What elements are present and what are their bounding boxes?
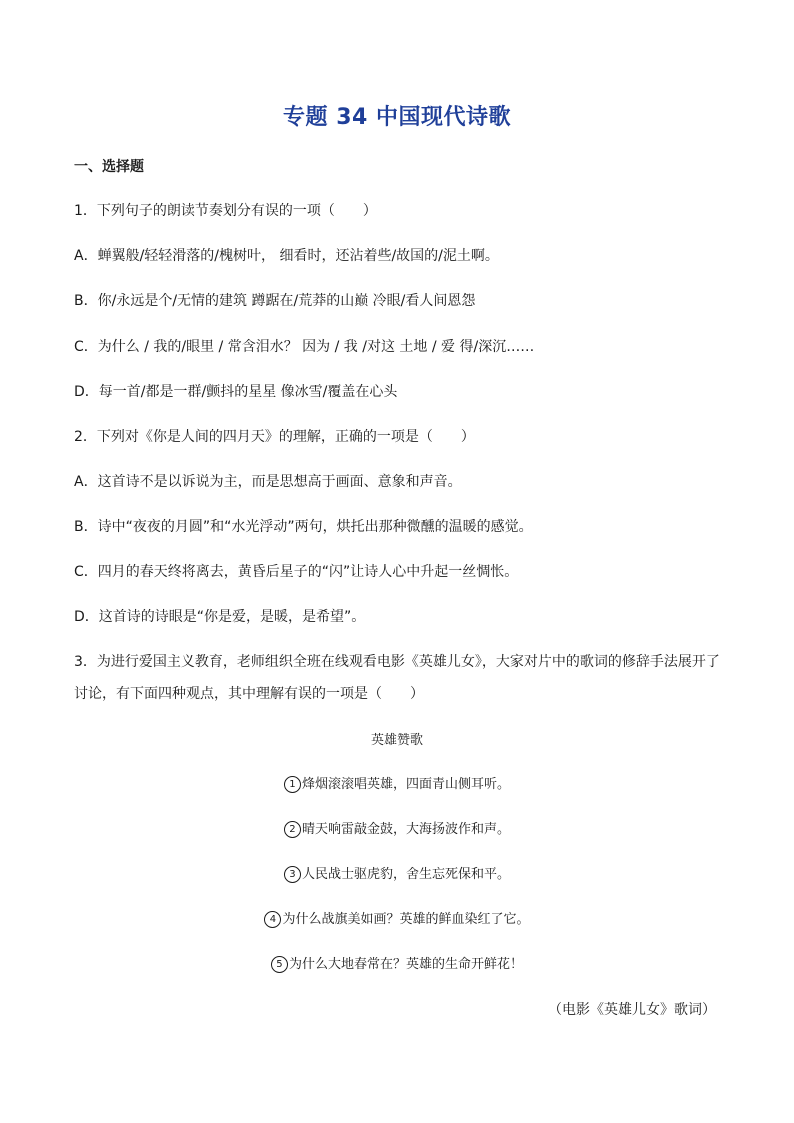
poem-line xyxy=(0,820,794,840)
poem-line-text: 为什么大地春常在？英雄的生命开鲜花！ xyxy=(288,957,523,972)
poem-line xyxy=(0,865,794,885)
poem-line-text: 晴天响雷敲金鼓，大海扬波作和声。 xyxy=(301,822,510,837)
question-1-stem: 1．下列句子的朗读节奏划分有误的一项（ ） xyxy=(74,203,377,219)
question-3-stem: 3．为进行爱国主义教育，老师组织全班在线观看电影《英雄儿女》，大家对片中的歌词的修辞手法展开了讨论，有下面四种观点，其中理解有误的一项是（ ） xyxy=(74,654,720,702)
question-1-option-d: D．每一首/都是一群/颤抖的星星 像冰雪/覆盖在心头 xyxy=(74,384,398,400)
question-2-stem: 2．下列对《你是人间的四月天》的理解，正确的一项是（ ） xyxy=(74,429,475,445)
circled-number: 1 xyxy=(284,776,301,793)
question-1-option-b: B．你/永远是个/无情的建筑 蹲踞在/荒莽的山巅 冷眼/看人间恩怨 xyxy=(74,293,476,309)
poem-line xyxy=(0,775,794,795)
poem-line-text: 为什么战旗美如画？英雄的鲜血染红了它。 xyxy=(282,912,530,927)
poem-line-text: 人民战士驱虎豹，舍生忘死保和平。 xyxy=(301,867,510,882)
question-2-option-a: A．这首诗不是以诉说为主，而是思想高于画面、意象和声音。 xyxy=(74,474,462,490)
question-1-option-c: C．为什么 / 我的/眼里 / 常含泪水？ 因为 / 我 /对这 土地 / 爱 得/深沉…… xyxy=(74,339,535,355)
question-2-option-c: C．四月的春天终将离去，黄昏后星子的“闪”让诗人心中升起一丝惆怅。 xyxy=(74,564,519,580)
page-title: 专题 34 中国现代诗歌 xyxy=(283,105,511,130)
question-2-option-d: D．这首诗的诗眼是“你是爱，是暖，是希望”。 xyxy=(74,609,366,625)
question-1-option-a: A．蝉翼般/轻轻滑落的/槐树叶， 细看时，还沾着些/故国的/泥土啊。 xyxy=(74,248,499,264)
question-2-option-b: B．诗中“夜夜的月圆”和“水光浮动”两句，烘托出那种微醺的温暖的感觉。 xyxy=(74,519,533,535)
circled-number: 5 xyxy=(271,956,288,973)
poem-title: 英雄赞歌 xyxy=(370,733,423,748)
circled-number: 4 xyxy=(264,911,281,928)
section-heading: 一、选择题 xyxy=(74,159,144,175)
poem-line-text: 烽烟滚滚唱英雄，四面青山侧耳听。 xyxy=(301,777,510,792)
poem-line xyxy=(0,910,794,930)
circled-number: 2 xyxy=(284,821,301,838)
poem-line xyxy=(0,955,794,975)
circled-number: 3 xyxy=(284,866,301,883)
poem-source: （电影《英雄儿女》歌词） xyxy=(548,1002,716,1018)
